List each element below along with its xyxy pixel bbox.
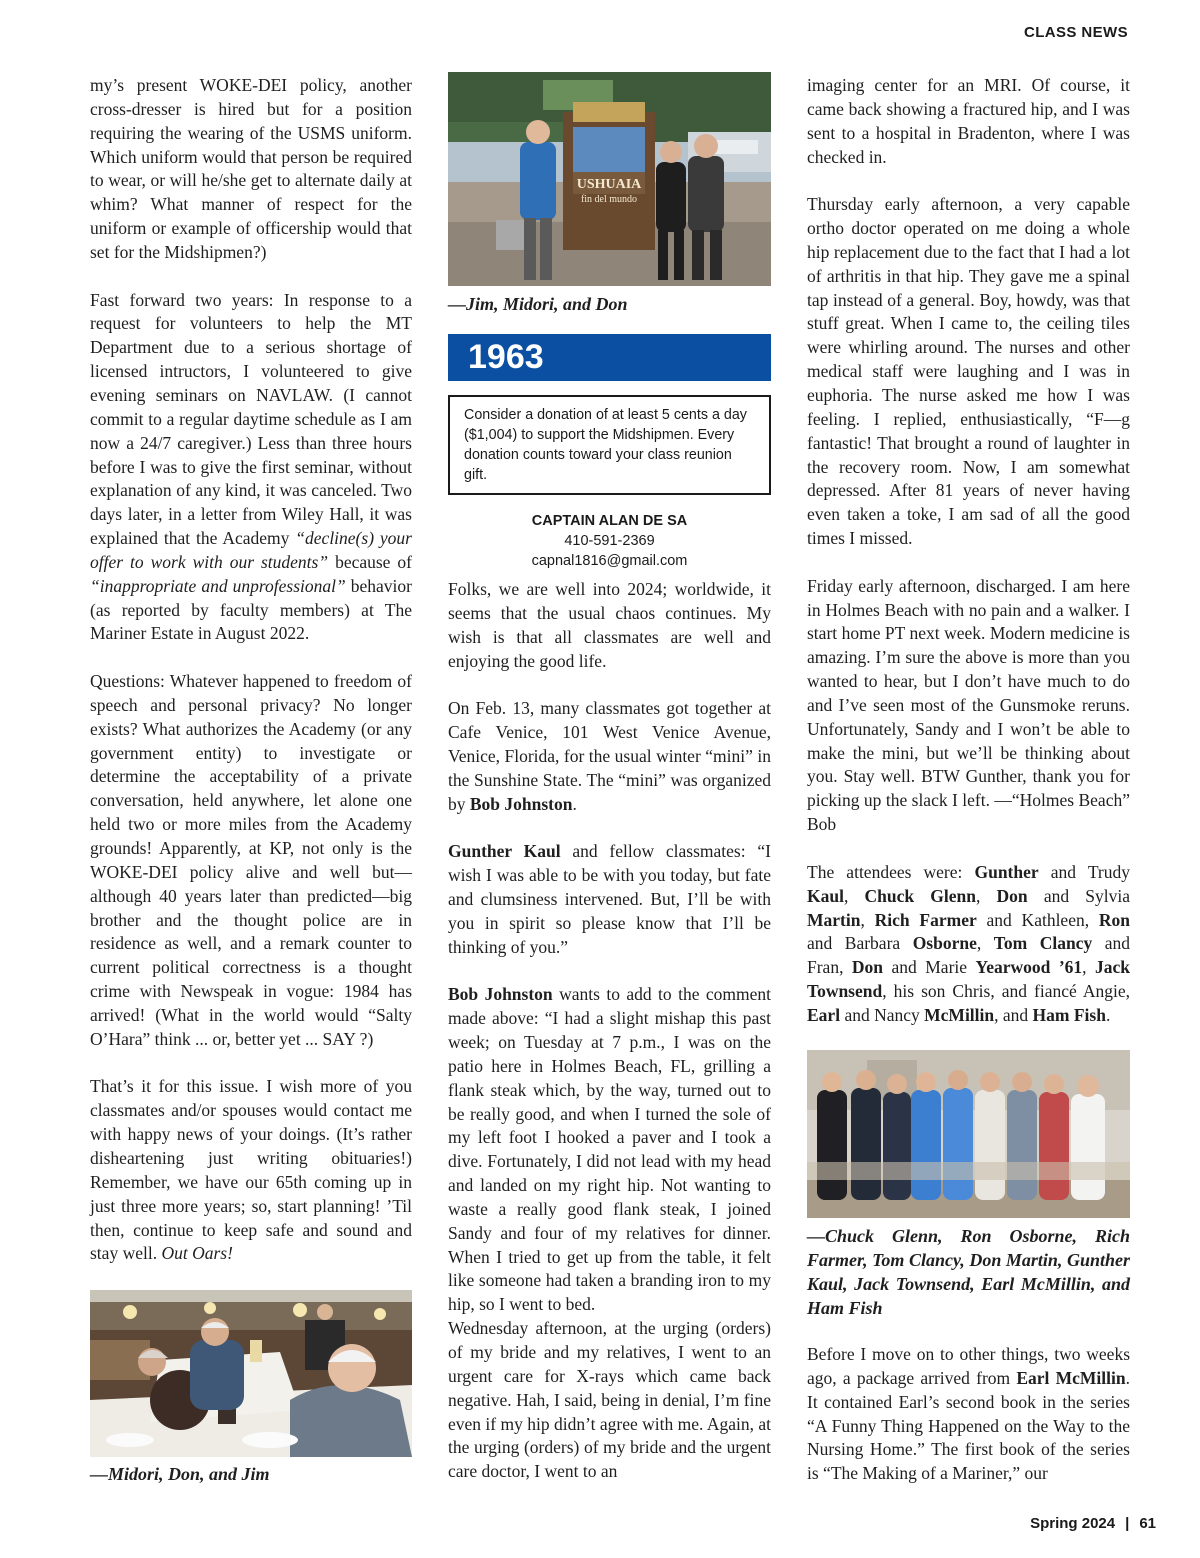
sign-off: Out Oars! [161,1243,233,1264]
middle-paragraph-3 [448,840,771,959]
text-run: and Marie [883,957,976,978]
left-paragraph-1: my’s present WOKE-DEI policy, another cross-dresser is hired but for a position requiring the wearing of the USMS uniform. Which uniform would that person be required to wear, or will he/she get to alternate daily at whim? What manner of respect for the uniform or example of officership would that set for the Midshipmen?) [90,75,412,262]
contact-email[interactable]: capnal1816@gmail.com [531,553,688,569]
attendee-name: Tom Clancy [993,933,1093,954]
text-run: , [976,885,997,906]
right-closing-text [807,1343,1130,1486]
middle-text [448,578,771,1484]
text-run: The attendees were: [807,861,975,882]
middle-paragraph-4 [448,983,771,1317]
class-year-banner: 1963 [448,334,771,381]
attendees-paragraph [807,861,1130,1028]
right-paragraph-2: Thursday early afternoon, a very capable ortho doctor operated on me doing a whole hip replacement due to the fact that I had a lot of arthritis in that hip. They gave me a spinal tap instead of a general. Boy, howdy, was that stuff great. When I came to, the ceiling tiles were whirling around. The nurses and other medical staff were laughing and I was in euphoria. The nurse asked me how I was feeling. I replied, enthusiastically, “F—g fantastic! That brought a round of laughter in the recovery room. Now, I am somewhat depressed. After 81 years of never having even taken a toke, I am sad of all the good times I missed. [807,194,1130,549]
attendee-name: Ham Fish [1032,1004,1106,1025]
text-run: and Sylvia [1027,885,1131,906]
left-paragraph-2 [90,289,412,647]
right-paragraph-3: Friday early afternoon, discharged. I am here in Holmes Beach with no pain and a walker. I start home PT next week. Modern medicine is amazing. I’m sure the above is more than you wanted to hear, but I don’t have much to do and I’ve seen most of the Gunsmoke reruns. Unfortunately, Sandy and I won’t be able to make the mini, but we’ll be thinking about you. Stay well. BTW Gunther, thank you for picking up the slack I left. —“Holmes Beach” Bob [807,575,1130,835]
ushuaia-photo-caption: —Jim, Midori, and Don [448,294,628,314]
bold-name: Bob Johnston [448,984,553,1005]
attendee-name: Earl [807,1004,841,1025]
group-photo-image [807,1050,1130,1218]
left-column [90,74,412,1266]
left-paragraph-3: Questions: Whatever happened to freedom of speech and personal privacy? No longer exists? What authorizes the Academy (or any government entity) to investigate or determine the acceptability of a private conversation, held anywhere, let alone one held two or more miles from the Academy grounds! Apparently, at KP, not only is the WOKE-DEI policy alive and well but—although 40 years later than predicted—big brother and the thought police are in residence as well, and a remark counter to current political correctness is a thought crime with Newspeak in vogue: 1984 has arrived! (What in the world would “Salty O’Hara” think ... or, better yet ... SAY ?) [90,671,412,1049]
right-text [807,74,1130,1028]
sign-title: USHUAIA [576,177,642,192]
italic-quote: “inappropriate and unprofessional” [90,575,346,596]
dinner-photo-image [90,1290,412,1457]
text-run: . [572,793,577,814]
middle-paragraph-5: Wednesday afternoon, at the urging (orders) of my bride and my relatives, I went to an urgent care for X-rays which came back negative. Hah, I said, being in denial, I’m fine even if my hip didn’t agree with me. Again, at the urging (orders) of my bride and the urgent care doctor, I went to an [448,1318,771,1482]
text-run: That’s it for this issue. I wish more of you classmates and/or spouses would contact me with happy news of your doings. (It’s rather disheartening just writing obituaries!) Remember, we have our 65th coming up in just three more years; so, start planning! ’Til then, continue to keep safe and sound and stay well. [90,1076,412,1264]
sign-subtitle: fin del mundo [580,194,638,205]
group-photo [807,1050,1130,1218]
footer-separator: | [1125,1515,1130,1532]
text-run: , [976,933,994,954]
attendee-name: Don [851,957,884,978]
text-run: behavior (as reported by faculty members) at The Mariner Estate in August 2022. [90,575,412,644]
text-run: and Trudy [1038,861,1130,882]
ushuaia-photo [448,72,771,286]
italic-quote: “decline(s) your offer to work with our students” [90,528,412,572]
ushuaia-photo-image [448,72,771,286]
text-run: wants to add to the comment made above: “I had a slight mishap this past week; on Tuesday at 7 p.m., I was on the patio here in Holmes Beach, FL, grilling a flank steak which, by the way, turned out to be really good, and when I turned the sole of my left foot I hooked a paver and I took a dive. Fortunately, I did not lead with my head and landed on my right hip. Not wanting to waste a really good flank steak, I joined Sandy and four of my relatives for dinner. When I tried to get up from the table, it felt like someone had taken a branding iron to my hip, so I went to bed. [448,984,771,1315]
text-run: , [843,885,865,906]
class-1963-header [448,334,771,571]
text-run: and Nancy [840,1004,925,1025]
attendee-name: Kaul [807,885,844,906]
dinner-photo-caption: —Midori, Don, and Jim [90,1464,270,1484]
text-run: , [860,909,875,930]
donation-notice: Consider a donation of at least 5 cents a day ($1,004) to support the Midshipmen. Every donation counts toward your class reunion gift. [448,395,771,495]
attendee-name: Yearwood ’61 [975,957,1083,978]
text-run: and Fran, [807,933,1130,978]
middle-paragraph-2 [448,697,771,816]
bold-name: Bob Johnston [469,793,573,814]
bold-name: Earl McMillin [1016,1367,1126,1388]
attendee-name: Martin [807,909,861,930]
text-run: , his son Chris, and fiancé Angie, [882,981,1130,1002]
page-number: 61 [1139,1515,1156,1532]
attendee-name: Don [996,885,1028,906]
text-run: and Barbara [807,933,913,954]
attendee-name: McMillin [924,1004,995,1025]
text-run: . It contained Earl’s second book in the series “A Funny Thing Happened on the Way to the Nursing Home.” The first book of the series is “The Making of a Mariner,” our [807,1367,1130,1484]
text-run: because of [328,551,412,572]
text-run: , [1082,957,1095,978]
contact-phone: 410-591-2369 [564,533,655,549]
text-run: Before I move on to other things, two weeks ago, a package arrived from [807,1344,1130,1388]
text-run: and Kathleen, [976,909,1099,930]
issue-label: Spring 2024 [1030,1515,1116,1532]
attendee-name: Gunther [974,861,1039,882]
bold-name: Gunther Kaul [448,841,561,862]
attendee-name: Chuck Glenn [864,885,976,906]
right-paragraph-1: imaging center for an MRI. Of course, it came back showing a fractured hip, and I was sent to a hospital in Bradenton, where I was checked in. [807,75,1130,167]
text-run: On Feb. 13, many classmates got together at Cafe Venice, 101 West Venice Avenue, Venice, Florida, for the usual winter “mini” in the Sunshine State. The “mini” was organized by [448,698,771,814]
contact-name: CAPTAIN ALAN DE SA [531,513,688,529]
page-footer [1030,1515,1156,1532]
text-run: Fast forward two years: In response to a request for volunteers to help the MT Department due to a serious shortage of licensed intructors, I volunteered to give evening seminars on NAVLAW. (I cannot commit to a regular daytime schedule as I am now a 24/7 caregiver.) Less than three hours before I was to give the first seminar, without explanation of any kind, it was canceled. Two days later, in a letter from Wiley Hall, it was explained that the Academy [90,289,412,549]
left-paragraph-4 [90,1075,412,1266]
attendee-name: Jack Townsend [807,957,1130,1002]
attendee-name: Ron [1098,909,1131,930]
text-run: , and [994,1004,1033,1025]
middle-paragraph-1: Folks, we are well into 2024; worldwide, it seems that the usual chaos continues. My wish is that all classmates are well and enjoying the good life. [448,579,771,671]
group-photo-caption: —Chuck Glenn, Ron Osborne, Rich Farmer, Tom Clancy, Don Martin, Gunther Kaul, Jack Townsend, Earl McMillin, and Ham Fish [807,1226,1130,1318]
right-paragraph-5 [807,1343,1130,1486]
attendee-name: Rich Farmer [874,909,977,930]
left-text [90,74,412,1266]
text-run: and fellow classmates: “I wish I was able to be with you today, but fate and clumsiness intervened. But, I’ll be with you in spirit so please know that I’ll be thinking of you.” [448,841,771,957]
text-run: . [1105,1004,1111,1025]
class-contact [448,511,771,571]
section-header: CLASS NEWS [1023,24,1128,41]
dinner-photo [90,1290,412,1457]
attendee-name: Osborne [912,933,977,954]
